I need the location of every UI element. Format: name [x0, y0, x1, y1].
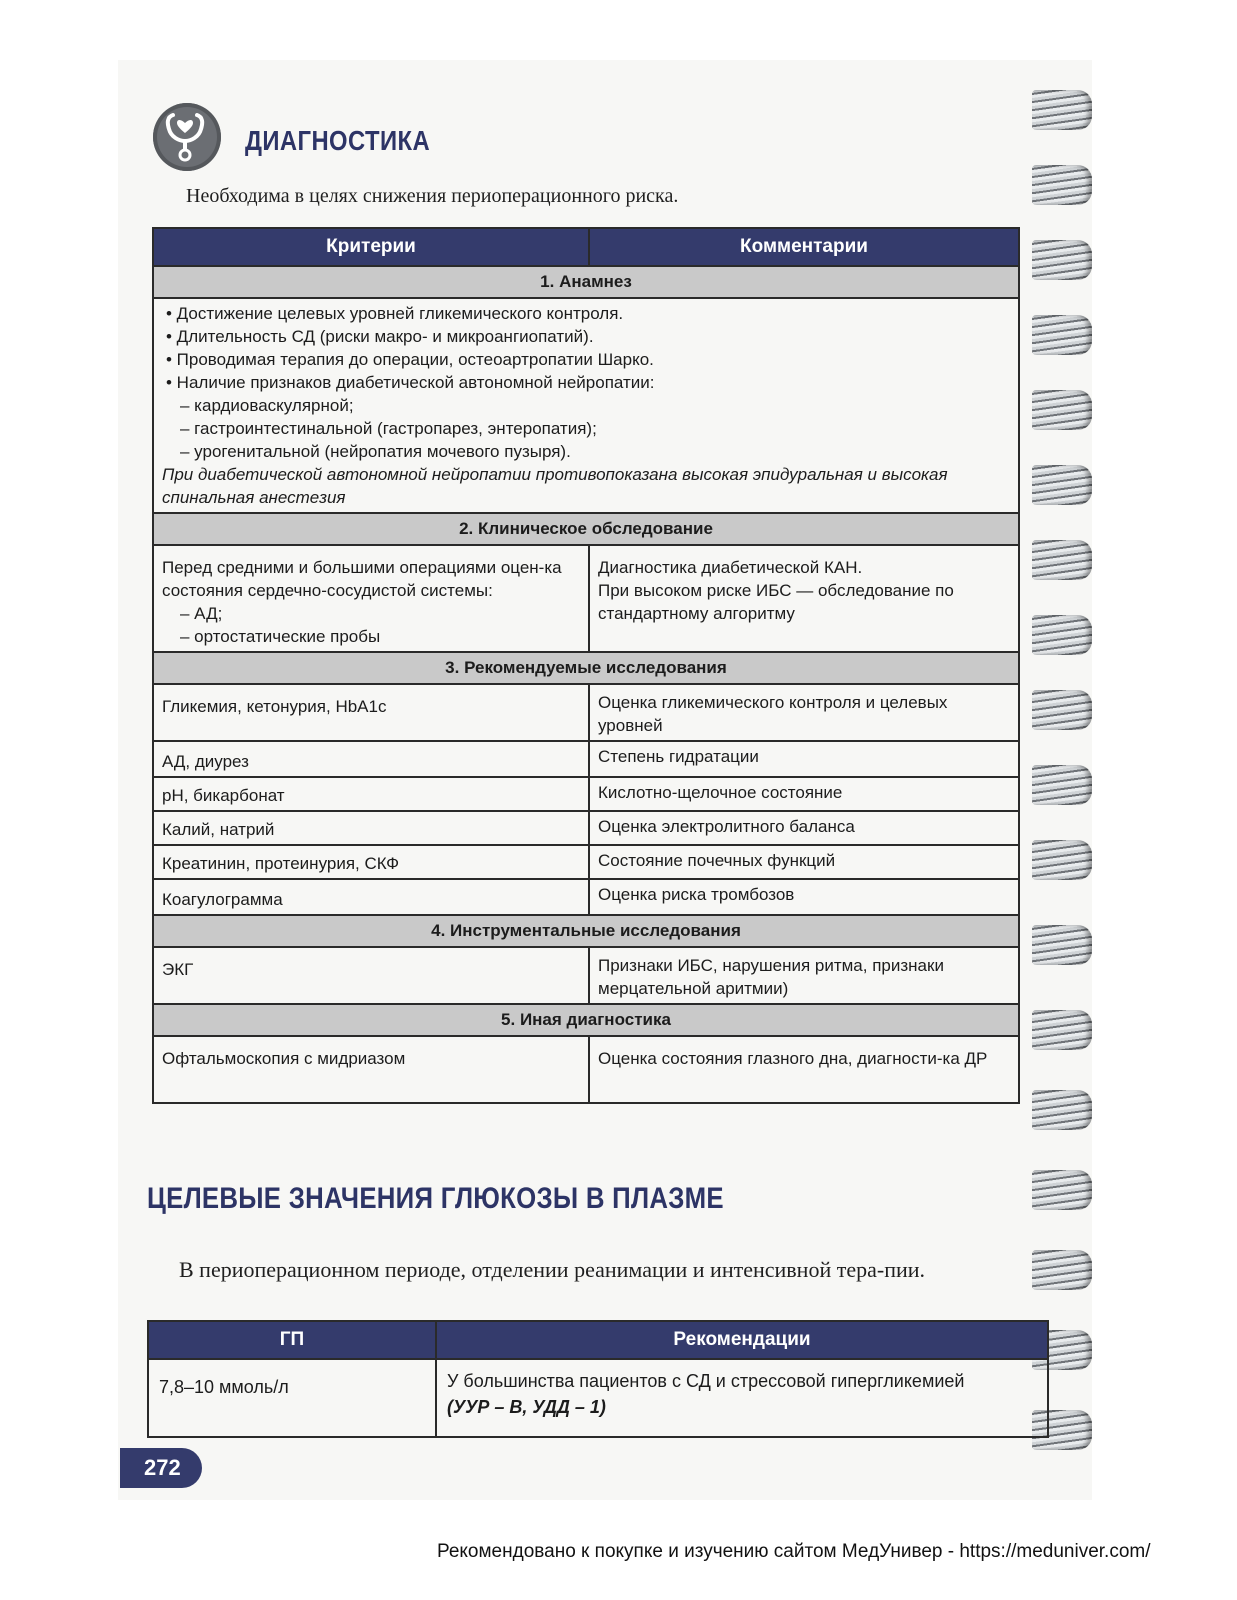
comment-cell: Оценка состояния глазного дна, диагности-ка ДР — [589, 1036, 1019, 1103]
evidence-level: (УУР – В, УДД – 1) — [447, 1397, 606, 1417]
comment-cell: Оценка электролитного баланса — [589, 811, 1019, 845]
glucose-targets-table — [147, 1320, 1049, 1438]
group-recommended: 3. Рекомендуемые исследования — [153, 652, 1019, 684]
spiral-ring — [1032, 540, 1092, 580]
header-criteria: Критерии — [153, 228, 589, 266]
group-row — [153, 1004, 1019, 1036]
group-instrumental: 4. Инструментальные исследования — [153, 915, 1019, 947]
criteria-cell: pH, бикарбонат — [153, 777, 589, 811]
table-row — [153, 741, 1019, 777]
header-gp: ГП — [148, 1321, 436, 1359]
table-row — [148, 1359, 1048, 1437]
diagnostics-table — [152, 227, 1020, 1104]
group-anamnesis: 1. Анамнез — [153, 266, 1019, 298]
criteria-cell: Коагулограмма — [153, 879, 589, 915]
table-row — [153, 545, 1019, 652]
group-clinical: 2. Клиническое обследование — [153, 513, 1019, 545]
spiral-ring — [1032, 765, 1092, 805]
table-row — [153, 298, 1019, 513]
comment-cell — [589, 545, 1019, 652]
table-header-row — [148, 1321, 1048, 1359]
comment-cell: Оценка гликемического контроля и целевых уровней — [589, 684, 1019, 741]
spiral-ring — [1032, 1250, 1092, 1290]
comment-cell: Состояние почечных функций — [589, 845, 1019, 879]
sub-list-item: – кардиоваскулярной; — [180, 396, 354, 415]
sub-list-item: – АД; — [180, 604, 223, 623]
criteria-cell — [153, 545, 589, 652]
comment-cell: Степень гидратации — [589, 741, 1019, 777]
criteria-cell: Офтальмоскопия с мидриазом — [153, 1036, 589, 1103]
group-row — [153, 513, 1019, 545]
recommendation-cell — [436, 1359, 1048, 1437]
section-2-title: ЦЕЛЕВЫЕ ЗНАЧЕНИЯ ГЛЮКОЗЫ В ПЛАЗМЕ — [147, 1182, 724, 1215]
criteria-cell: АД, диурез — [153, 741, 589, 777]
criteria-text: Перед средними и большими операциями оцен-ка состояния сердечно-сосудистой системы: — [162, 558, 562, 600]
sub-list-item: – ортостатические пробы — [180, 627, 381, 646]
intro-text: Необходима в целях снижения периоперационного риска. — [186, 185, 679, 207]
spiral-ring — [1032, 840, 1092, 880]
list-item: • Наличие признаков диабетической автономной нейропатии: — [166, 373, 655, 392]
header-comments: Комментарии — [589, 228, 1019, 266]
criteria-cell: Гликемия, кетонурия, HbA1c — [153, 684, 589, 741]
table-row — [153, 845, 1019, 879]
comment-text: При высоком риске ИБС — обследование по стандартному алгоритму — [598, 581, 954, 623]
table-row — [153, 1036, 1019, 1103]
sub-list-item: – гастроинтестинальной (гастропарез, энтеропатия); — [180, 419, 597, 438]
anamnesis-note: При диабетической автономной нейропатии противопоказана высокая эпидуральная и высокая спинальная анестезия — [162, 465, 948, 507]
criteria-cell: ЭКГ — [153, 947, 589, 1004]
section-title: ДИАГНОСТИКА — [245, 125, 431, 156]
list-item: • Достижение целевых уровней гликемического контроля. — [166, 304, 624, 323]
spiral-ring — [1032, 240, 1092, 280]
section-header — [153, 103, 853, 173]
stethoscope-icon — [153, 103, 221, 171]
group-other: 5. Иная диагностика — [153, 1004, 1019, 1036]
group-row — [153, 652, 1019, 684]
list-item: • Проводимая терапия до операции, остеоартропатии Шарко. — [166, 350, 654, 369]
comment-cell: Оценка риска тромбозов — [589, 879, 1019, 915]
table-row — [153, 947, 1019, 1004]
comment-cell: Признаки ИБС, нарушения ритма, признаки мерцательной аритмии) — [589, 947, 1019, 1004]
footer-text: Рекомендовано к покупке и изучению сайтом МедУнивер - https://meduniver.com/ — [437, 1541, 1151, 1562]
spiral-ring — [1032, 1090, 1092, 1130]
recommendation-text: У большинства пациентов с СД и стрессовой гипергликемией — [447, 1371, 965, 1391]
table-row — [153, 879, 1019, 915]
spiral-ring — [1032, 165, 1092, 205]
table-row — [153, 684, 1019, 741]
section-2-intro: В периоперационном периоде, отделении реанимации и интенсивной тера-пии. — [179, 1257, 926, 1282]
criteria-cell: Креатинин, протеинурия, СКФ — [153, 845, 589, 879]
table-row — [153, 811, 1019, 845]
spiral-ring — [1032, 1010, 1092, 1050]
group-row — [153, 266, 1019, 298]
criteria-cell: Калий, натрий — [153, 811, 589, 845]
gp-cell: 7,8–10 ммоль/л — [148, 1359, 436, 1437]
page-number: 272 — [120, 1448, 202, 1488]
spiral-ring — [1032, 315, 1092, 355]
table-row — [153, 777, 1019, 811]
table-header-row — [153, 228, 1019, 266]
spiral-ring — [1032, 925, 1092, 965]
spiral-ring — [1032, 690, 1092, 730]
spiral-ring — [1032, 90, 1092, 130]
sub-list-item: – урогенитальной (нейропатия мочевого пузыря). — [180, 442, 571, 461]
comment-cell: Кислотно-щелочное состояние — [589, 777, 1019, 811]
anamnesis-cell — [153, 298, 1019, 513]
group-row — [153, 915, 1019, 947]
list-item: • Длительность СД (риски макро- и микроангиопатий). — [166, 327, 594, 346]
spiral-ring — [1032, 1170, 1092, 1210]
spiral-ring — [1032, 390, 1092, 430]
spiral-ring — [1032, 465, 1092, 505]
header-recommendations: Рекомендации — [436, 1321, 1048, 1359]
spiral-ring — [1032, 615, 1092, 655]
comment-text: Диагностика диабетической КАН. — [598, 558, 863, 577]
